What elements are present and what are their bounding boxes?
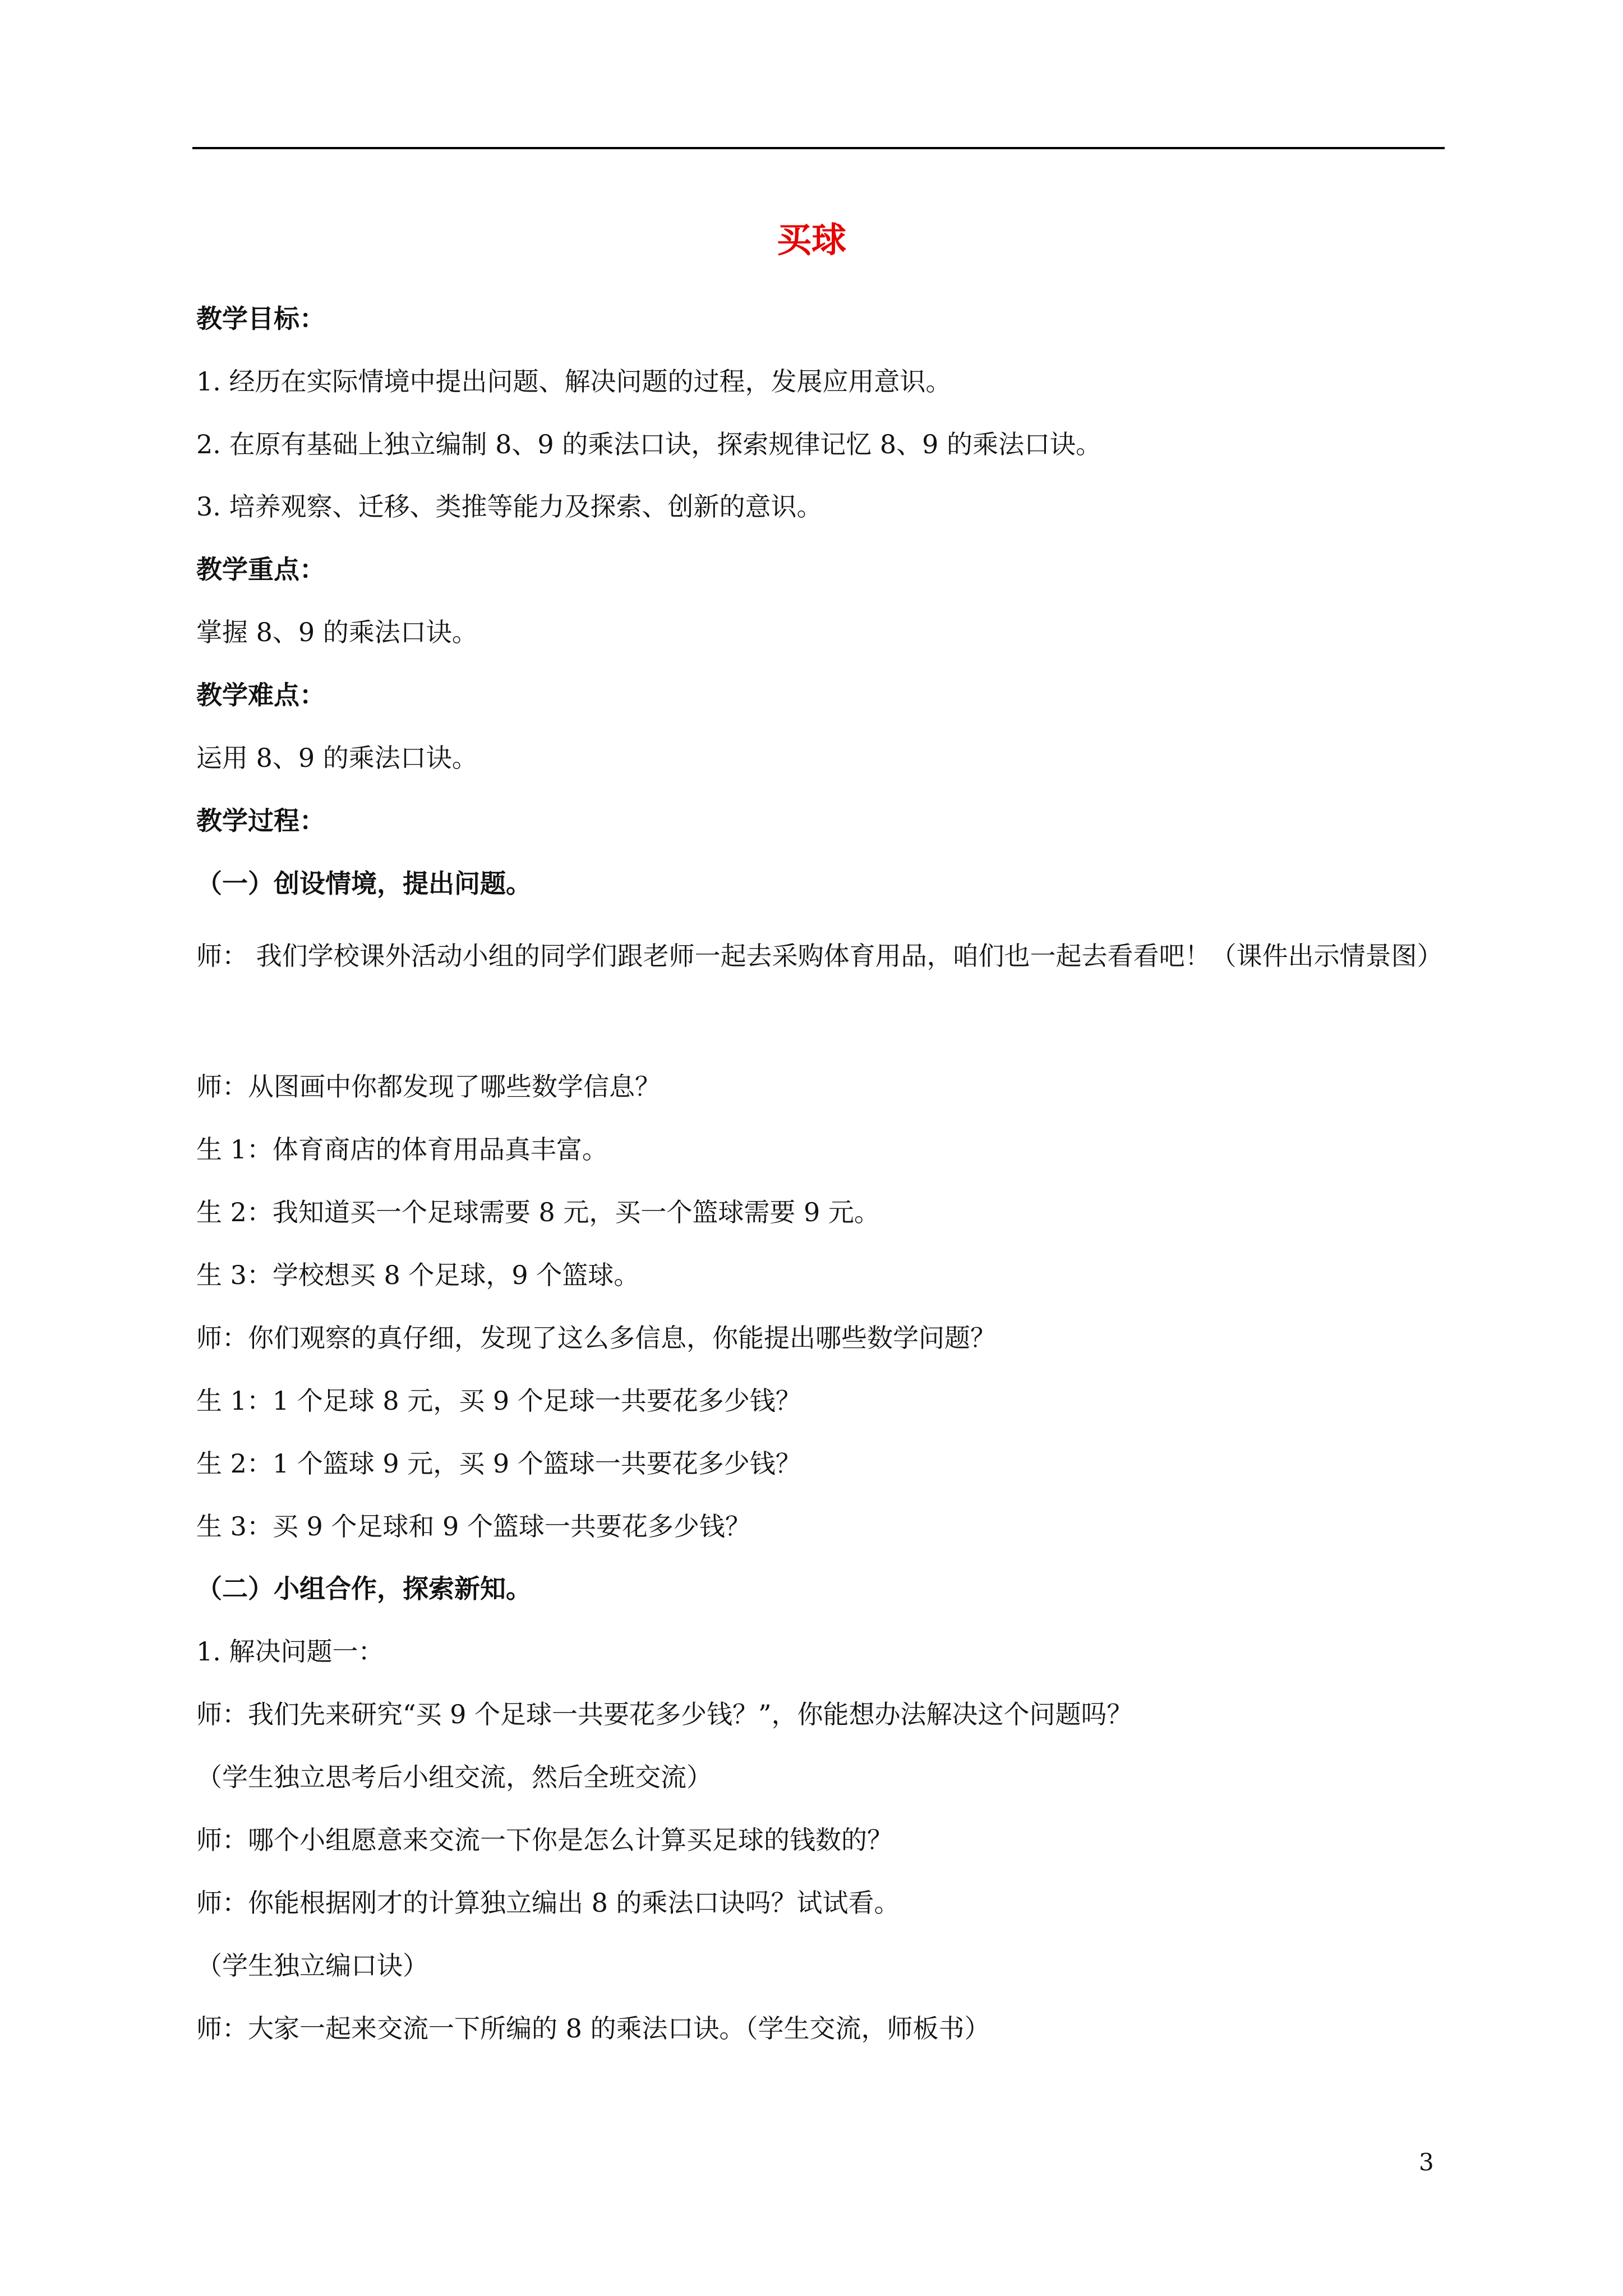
section-heading-process: 教学过程：: [196, 806, 325, 836]
teacher-line-2: 师：从图画中你都发现了哪些数学信息？: [196, 1071, 661, 1102]
activity-note-2: （学生独立编口诀）: [196, 1950, 428, 1981]
teacher-line-6: 师：你能根据刚才的计算独立编出 8 的乘法口诀吗？试试看。: [196, 1888, 900, 1918]
teacher-line-5: 师：哪个小组愿意来交流一下你是怎么计算买足球的钱数的？: [196, 1825, 893, 1855]
teacher-line-1: 师： 我们学校课外活动小组的同学们跟老师一起去采购体育用品，咱们也一起去看看吧！（课件出示情景图）: [196, 941, 1443, 971]
student-line-3: 生 3：学校想买 8 个足球，9 个篮球。: [196, 1260, 640, 1290]
student-question-3: 生 3：买 9 个足球和 9 个篮球一共要花多少钱？: [196, 1511, 751, 1542]
key-point-text: 掌握 8、9 的乘法口诀。: [196, 617, 478, 647]
section-heading-difficulties: 教学难点：: [196, 680, 325, 710]
difficulty-text: 运用 8、9 的乘法口诀。: [196, 743, 478, 773]
student-line-2: 生 2：我知道买一个足球需要 8 元，买一个篮球需要 9 元。: [196, 1197, 880, 1227]
student-line-1: 生 1：体育商店的体育用品真丰富。: [196, 1134, 608, 1165]
problem-one-heading: 1. 解决问题一：: [196, 1636, 384, 1667]
header-rule: [192, 147, 1445, 149]
student-question-2: 生 2：1 个篮球 9 元，买 9 个篮球一共要花多少钱？: [196, 1448, 801, 1479]
section-heading-key-points: 教学重点：: [196, 554, 325, 585]
objective-item-2: 2. 在原有基础上独立编制 8、9 的乘法口诀，探索规律记忆 8、9 的乘法口诀。: [196, 429, 1102, 459]
document-title: 买球: [776, 219, 846, 260]
objective-item-3: 3. 培养观察、迁移、类推等能力及探索、创新的意识。: [196, 491, 823, 522]
teacher-line-7: 师：大家一起来交流一下所编的 8 的乘法口诀。（学生交流，师板书）: [196, 2013, 990, 2044]
teacher-line-3: 师：你们观察的真仔细，发现了这么多信息，你能提出哪些数学问题？: [196, 1323, 996, 1353]
activity-note-1: （学生独立思考后小组交流，然后全班交流）: [196, 1762, 712, 1792]
section-heading-objectives: 教学目标：: [196, 303, 325, 334]
subsection-heading-2: （二）小组合作，探索新知。: [196, 1573, 532, 1604]
page-number: 3: [1419, 2148, 1434, 2176]
objective-item-1: 1. 经历在实际情境中提出问题、解决问题的过程，发展应用意识。: [196, 366, 952, 397]
teacher-line-4: 师：我们先来研究“买 9 个足球一共要花多少钱？”，你能想办法解决这个问题吗？: [196, 1699, 1133, 1729]
student-question-1: 生 1：1 个足球 8 元，买 9 个足球一共要花多少钱？: [196, 1386, 801, 1416]
subsection-heading-1: （一）创设情境，提出问题。: [196, 868, 532, 899]
